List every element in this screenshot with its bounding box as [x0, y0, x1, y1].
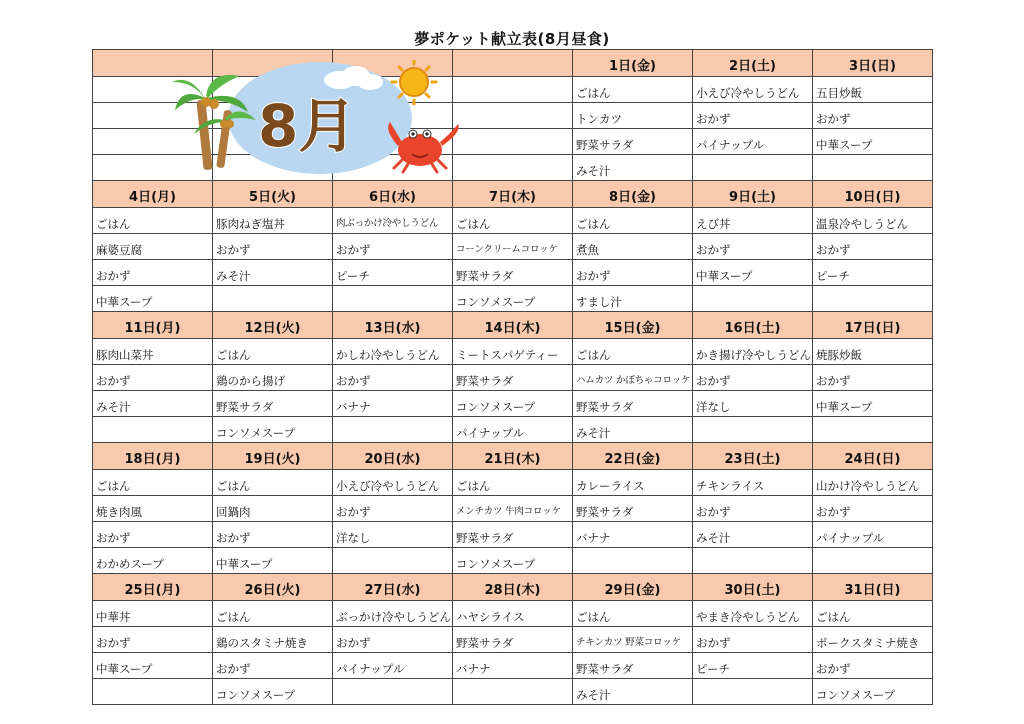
- menu-item: ぶっかけ冷やしうどん: [333, 601, 453, 627]
- week-header-row: [93, 312, 933, 339]
- menu-item: 中華スープ: [693, 260, 813, 286]
- day-header: 27日(水): [333, 574, 453, 601]
- menu-item: バナナ: [573, 522, 693, 548]
- menu-item: [453, 77, 573, 103]
- day-header: 31日(日): [813, 574, 933, 601]
- menu-item: 中華スープ: [813, 129, 933, 155]
- menu-item: 肉ぶっかけ冷やしうどん: [333, 208, 453, 234]
- menu-item: 焼き肉風: [93, 496, 213, 522]
- day-header: 9日(土): [693, 181, 813, 208]
- menu-item: ハヤシライス: [453, 601, 573, 627]
- menu-item: パイナップル: [693, 129, 813, 155]
- day-header: 17日(日): [813, 312, 933, 339]
- august-banner: [170, 60, 470, 178]
- menu-item: 野菜サラダ: [453, 522, 573, 548]
- menu-item: [693, 679, 813, 705]
- menu-item: おかず: [693, 627, 813, 653]
- menu-item: ごはん: [573, 601, 693, 627]
- menu-item: みそ汁: [93, 391, 213, 417]
- menu-item: ごはん: [453, 470, 573, 496]
- menu-item: ごはん: [813, 601, 933, 627]
- menu-item: 鶏のスタミナ焼き: [213, 627, 333, 653]
- sun-icon: [392, 60, 436, 104]
- day-header: 11日(月): [93, 312, 213, 339]
- menu-item: [693, 286, 813, 312]
- menu-row: [93, 496, 933, 522]
- menu-item: ごはん: [573, 339, 693, 365]
- menu-item: パイナップル: [453, 417, 573, 443]
- menu-item: 野菜サラダ: [453, 365, 573, 391]
- menu-item: 中華丼: [93, 601, 213, 627]
- month-label: 8月: [258, 92, 357, 160]
- day-header: 22日(金): [573, 443, 693, 470]
- day-header: 14日(木): [453, 312, 573, 339]
- day-header: 23日(土): [693, 443, 813, 470]
- menu-item: みそ汁: [573, 155, 693, 181]
- menu-item: 麻婆豆腐: [93, 234, 213, 260]
- menu-item: 回鍋肉: [213, 496, 333, 522]
- menu-item: コーンクリームコロッケ: [453, 234, 573, 260]
- menu-row: [93, 679, 933, 705]
- menu-item: 中華スープ: [93, 286, 213, 312]
- day-header: 13日(水): [333, 312, 453, 339]
- menu-item: ごはん: [573, 77, 693, 103]
- menu-row: [93, 470, 933, 496]
- day-header: 10日(日): [813, 181, 933, 208]
- menu-item: おかず: [813, 496, 933, 522]
- menu-item: [333, 548, 453, 574]
- menu-item: [333, 679, 453, 705]
- menu-item: ごはん: [213, 470, 333, 496]
- menu-item: コンソメスープ: [453, 548, 573, 574]
- menu-item: ごはん: [93, 470, 213, 496]
- menu-item: [453, 103, 573, 129]
- menu-item: おかず: [573, 260, 693, 286]
- day-header: 4日(月): [93, 181, 213, 208]
- menu-item: パイナップル: [333, 653, 453, 679]
- day-header: [453, 50, 573, 77]
- menu-item: バナナ: [333, 391, 453, 417]
- menu-item: [813, 548, 933, 574]
- menu-item: ミートスパゲティー: [453, 339, 573, 365]
- day-header: 7日(木): [453, 181, 573, 208]
- menu-item: おかず: [93, 522, 213, 548]
- menu-item: おかず: [693, 365, 813, 391]
- day-header: 2日(土): [693, 50, 813, 77]
- day-header: 21日(木): [453, 443, 573, 470]
- menu-row: [93, 286, 933, 312]
- menu-item: ピーチ: [333, 260, 453, 286]
- menu-item: おかず: [333, 627, 453, 653]
- menu-item: ごはん: [453, 208, 573, 234]
- menu-item: おかず: [333, 365, 453, 391]
- menu-item: メンチカツ 牛肉コロッケ: [453, 496, 573, 522]
- menu-item: えび丼: [693, 208, 813, 234]
- menu-item: 洋なし: [693, 391, 813, 417]
- menu-item: おかず: [93, 365, 213, 391]
- menu-item: [333, 286, 453, 312]
- menu-item: 温泉冷やしうどん: [813, 208, 933, 234]
- menu-item: 小えび冷やしうどん: [333, 470, 453, 496]
- menu-item: ポークスタミナ焼き: [813, 627, 933, 653]
- menu-item: おかず: [813, 103, 933, 129]
- day-header: 26日(火): [213, 574, 333, 601]
- menu-item: おかず: [333, 234, 453, 260]
- menu-item: [333, 417, 453, 443]
- menu-item: 洋なし: [333, 522, 453, 548]
- menu-item: 野菜サラダ: [453, 627, 573, 653]
- menu-item: コンソメスープ: [813, 679, 933, 705]
- page-title: 夢ポケット献立表(8月昼食): [414, 30, 610, 48]
- menu-item: 山かけ冷やしうどん: [813, 470, 933, 496]
- day-header: 3日(日): [813, 50, 933, 77]
- menu-row: [93, 627, 933, 653]
- menu-row: [93, 522, 933, 548]
- menu-item: チキンライス: [693, 470, 813, 496]
- menu-item: 野菜サラダ: [213, 391, 333, 417]
- menu-item: 中華スープ: [213, 548, 333, 574]
- menu-item: [693, 417, 813, 443]
- day-header: 29日(金): [573, 574, 693, 601]
- menu-item: ハムカツ かぼちゃコロッケ: [573, 365, 693, 391]
- menu-item: 鶏のから揚げ: [213, 365, 333, 391]
- day-header: 30日(土): [693, 574, 813, 601]
- menu-row: [93, 339, 933, 365]
- menu-row: [93, 653, 933, 679]
- menu-item: おかず: [213, 234, 333, 260]
- menu-item: おかず: [693, 496, 813, 522]
- day-header: 25日(月): [93, 574, 213, 601]
- day-header: 8日(金): [573, 181, 693, 208]
- menu-item: 野菜サラダ: [573, 129, 693, 155]
- menu-item: ごはん: [573, 208, 693, 234]
- menu-item: 焼豚炒飯: [813, 339, 933, 365]
- menu-item: [693, 155, 813, 181]
- menu-item: ごはん: [93, 208, 213, 234]
- menu-row: [93, 417, 933, 443]
- day-header: 5日(火): [213, 181, 333, 208]
- menu-item: おかず: [693, 103, 813, 129]
- menu-item: 豚肉ねぎ塩丼: [213, 208, 333, 234]
- day-header: 15日(金): [573, 312, 693, 339]
- menu-item: おかず: [813, 653, 933, 679]
- menu-item: 野菜サラダ: [573, 496, 693, 522]
- week-header-row: [93, 443, 933, 470]
- menu-item: ごはん: [213, 339, 333, 365]
- day-header: 6日(水): [333, 181, 453, 208]
- menu-item: おかず: [93, 260, 213, 286]
- menu-item: [693, 548, 813, 574]
- menu-item: [813, 155, 933, 181]
- week-header-row: [93, 181, 933, 208]
- menu-item: おかず: [93, 627, 213, 653]
- menu-item: コンソメスープ: [213, 679, 333, 705]
- day-header: 12日(火): [213, 312, 333, 339]
- menu-item: [573, 548, 693, 574]
- day-header: 16日(土): [693, 312, 813, 339]
- menu-item: 中華スープ: [93, 653, 213, 679]
- menu-item: [453, 679, 573, 705]
- menu-item: [453, 155, 573, 181]
- menu-item: かき揚げ冷やしうどん: [693, 339, 813, 365]
- menu-item: おかず: [813, 365, 933, 391]
- menu-item: おかず: [213, 653, 333, 679]
- menu-item: おかず: [333, 496, 453, 522]
- menu-item: みそ汁: [573, 679, 693, 705]
- menu-item: わかめスープ: [93, 548, 213, 574]
- menu-item: [453, 129, 573, 155]
- menu-item: [93, 679, 213, 705]
- menu-item: コンソメスープ: [213, 417, 333, 443]
- day-header: 1日(金): [573, 50, 693, 77]
- menu-item: 野菜サラダ: [453, 260, 573, 286]
- menu-item: かしわ冷やしうどん: [333, 339, 453, 365]
- day-header: 20日(水): [333, 443, 453, 470]
- menu-item: みそ汁: [693, 522, 813, 548]
- menu-item: おかず: [213, 522, 333, 548]
- menu-row: [93, 365, 933, 391]
- day-header: 28日(木): [453, 574, 573, 601]
- menu-item: 五目炒飯: [813, 77, 933, 103]
- menu-item: 中華スープ: [813, 391, 933, 417]
- menu-item: トンカツ: [573, 103, 693, 129]
- menu-row: [93, 548, 933, 574]
- day-header: 19日(火): [213, 443, 333, 470]
- menu-item: みそ汁: [213, 260, 333, 286]
- menu-row: [93, 208, 933, 234]
- menu-row: [93, 391, 933, 417]
- menu-item: 野菜サラダ: [573, 391, 693, 417]
- menu-item: やまき冷やしうどん: [693, 601, 813, 627]
- menu-item: すまし汁: [573, 286, 693, 312]
- menu-item: 豚肉山菜丼: [93, 339, 213, 365]
- menu-item: チキンカツ 野菜コロッケ: [573, 627, 693, 653]
- menu-row: [93, 260, 933, 286]
- menu-item: [813, 417, 933, 443]
- menu-item: [213, 286, 333, 312]
- menu-item: みそ汁: [573, 417, 693, 443]
- menu-item: [93, 417, 213, 443]
- menu-row: [93, 234, 933, 260]
- menu-item: コンソメスープ: [453, 391, 573, 417]
- menu-item: [813, 286, 933, 312]
- menu-item: ピーチ: [693, 653, 813, 679]
- menu-item: 野菜サラダ: [573, 653, 693, 679]
- menu-item: おかず: [813, 234, 933, 260]
- day-header: 18日(月): [93, 443, 213, 470]
- menu-item: ピーチ: [813, 260, 933, 286]
- menu-item: 煮魚: [573, 234, 693, 260]
- menu-item: バナナ: [453, 653, 573, 679]
- menu-item: おかず: [693, 234, 813, 260]
- menu-row: [93, 601, 933, 627]
- menu-item: ごはん: [213, 601, 333, 627]
- day-header: 24日(日): [813, 443, 933, 470]
- menu-item: カレーライス: [573, 470, 693, 496]
- menu-item: パイナップル: [813, 522, 933, 548]
- menu-item: コンソメスープ: [453, 286, 573, 312]
- week-header-row: [93, 574, 933, 601]
- menu-item: 小えび冷やしうどん: [693, 77, 813, 103]
